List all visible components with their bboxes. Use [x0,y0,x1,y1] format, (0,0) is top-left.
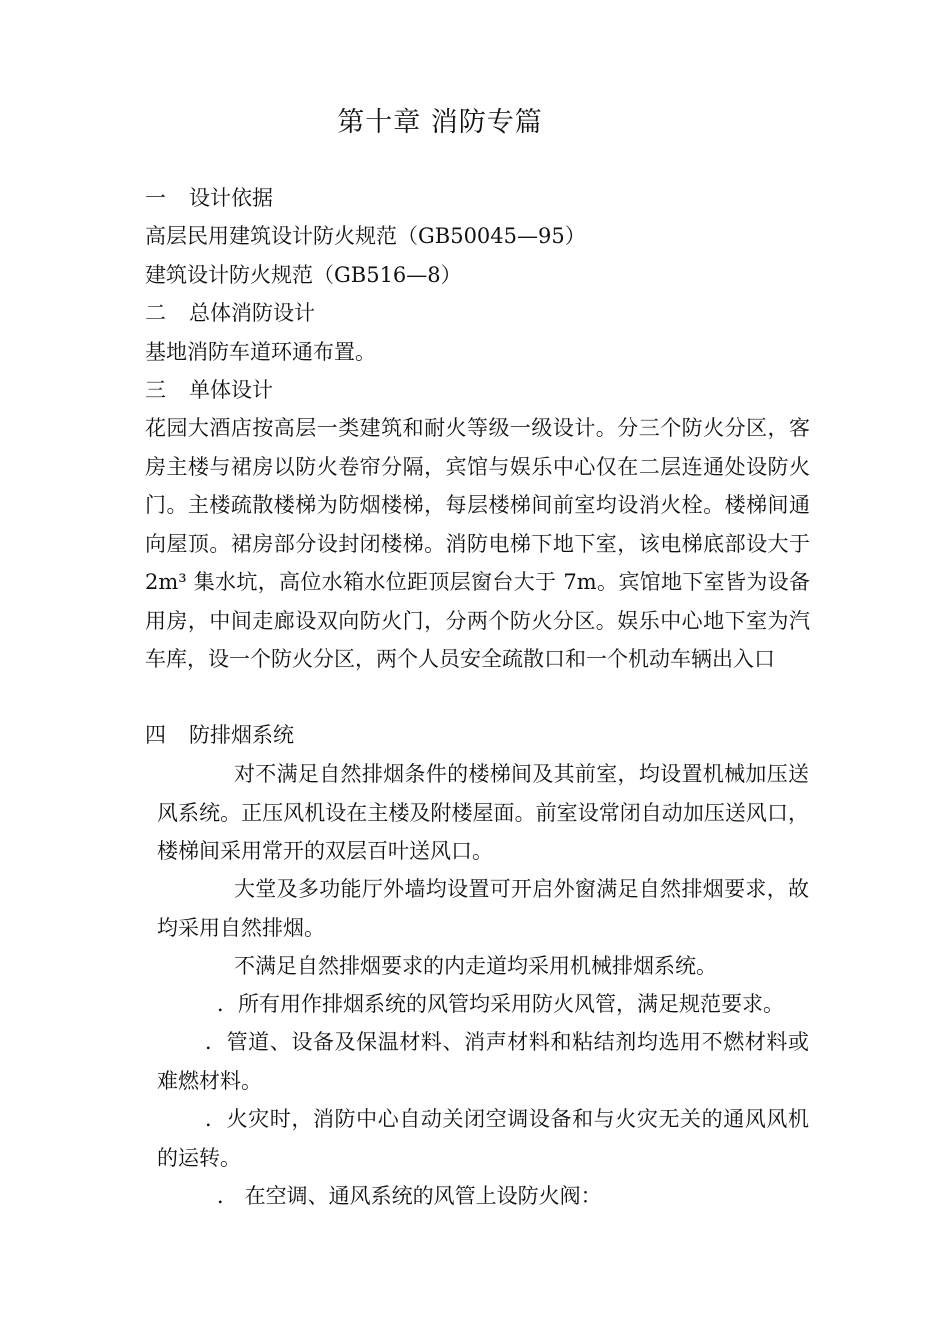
body-paragraph: 对不满足自然排烟条件的楼梯间及其前室，均设置机械加压送风系统。正压风机设在主楼及附楼屋面。前室设常闭自动加压送风口，楼梯间采用常开的双层百叶送风口。 [157,762,809,863]
section-number: 一 [145,186,166,210]
page-title: 第十章 消防专篇 [337,107,543,138]
body-paragraph: 大堂及多功能厅外墙均设置可开启外窗满足自然排烟要求，故均采用自然排烟。 [157,877,809,940]
body-paragraph: 花园大酒店按高层一类建筑和耐火等级一级设计。分三个防火分区，客房主楼与裙房以防火卷帘分隔，宾馆与娱乐中心仅在二层连通处设防火门。主楼疏散楼梯为防烟楼梯，每层楼梯间前室均设消火栓。楼梯间通向屋顶。裙房部分设封闭楼梯。消防电梯下地下室，该电梯底部设大于 2m³ 集水坑，高位水箱水位距顶层窗台大于 7m。宾馆地下室皆为设备用房，中间走廊设双向防火门，分两个防火分区。娱乐中心地下室为汽车库，设一个防火分区，两个人员安全疏散口和一个机动车辆出入口 [145,416,810,671]
section-title: 总体消防设计 [189,301,315,325]
body-paragraph: 不满足自然排烟要求的内走道均采用机械排烟系统。 [234,954,717,978]
section-number: 二 [145,301,166,325]
section-title: 防排烟系统 [189,723,294,747]
reference-line: 高层民用建筑设计防火规范（GB50045—95） [145,224,586,248]
list-item: ． 在空调、通风系统的风管上设防火阀： [217,1184,602,1208]
list-item: ．所有用作排烟系统的风管均采用防火风管，满足规范要求。 [217,992,784,1016]
section-heading-smoke [145,720,294,750]
section-number: 三 [145,378,166,402]
list-item: ．火灾时，消防中心自动关闭空调设备和与火灾无关的通风风机的运转。 [157,1107,809,1170]
list-item: ．管道、设备及保温材料、消声材料和粘结剂均选用不燃材料或难燃材料。 [157,1030,809,1093]
reference-line: 建筑设计防火规范（GB516—8） [145,263,462,287]
section-heading-building [145,375,273,405]
section-title: 设计依据 [189,186,273,210]
section-number: 四 [145,723,166,747]
section-heading-basis [145,183,273,213]
section-heading-overall [145,298,315,328]
section-title: 单体设计 [189,378,273,402]
body-text: 基地消防车道环通布置。 [145,340,376,364]
